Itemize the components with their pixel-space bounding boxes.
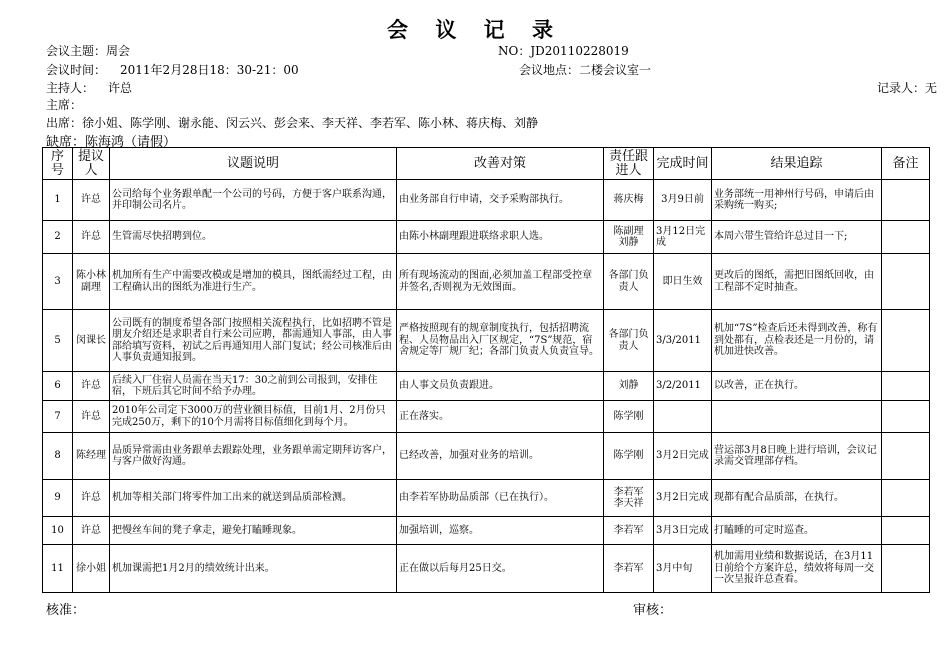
time-label: 会议时间： bbox=[46, 63, 107, 77]
cell-proposer: 闵课长 bbox=[73, 310, 110, 372]
absent-value: 陈海鸿（请假） bbox=[85, 135, 177, 150]
cell-due: 3月2日完成 bbox=[654, 433, 712, 480]
cell-no: 8 bbox=[43, 433, 73, 480]
cell-result: 以改善，正在执行。 bbox=[712, 372, 882, 401]
cell-issue: 生管需尽快招聘到位。 bbox=[110, 221, 397, 254]
host-label: 主持人： bbox=[46, 81, 95, 95]
host-value: 许总 bbox=[108, 81, 133, 95]
cell-no: 9 bbox=[43, 480, 73, 517]
table-row bbox=[43, 433, 930, 480]
host bbox=[46, 79, 132, 96]
chair bbox=[46, 96, 82, 113]
review-label: 审核： bbox=[633, 603, 673, 618]
cell-result: 业务部统一用神州行号码，申请后由采购统一购买; bbox=[712, 180, 882, 221]
cell-result: 机加“7S”检查后还未得到改善，称有到处都有，点检表还是一月份的，请机加进快改善。 bbox=[712, 310, 882, 372]
table-header-row bbox=[43, 148, 930, 180]
header-result: 结果追踪 bbox=[712, 148, 882, 180]
absent-label: 缺席： bbox=[46, 135, 86, 150]
table-row bbox=[43, 372, 930, 401]
document-title: 会 议 记 录 bbox=[387, 17, 563, 42]
table-row bbox=[43, 401, 930, 433]
cell-owner: 李若军 李天祥 bbox=[604, 480, 654, 517]
cell-due: 即日生效 bbox=[654, 254, 712, 310]
header-action: 改善对策 bbox=[397, 148, 604, 180]
chair-label: 主席： bbox=[46, 98, 83, 112]
cell-note bbox=[882, 480, 930, 517]
table-row bbox=[43, 221, 930, 254]
table-row bbox=[43, 310, 930, 372]
meeting-time bbox=[46, 61, 299, 78]
header-no: 序号 bbox=[43, 148, 73, 180]
header-issue: 议题说明 bbox=[110, 148, 397, 180]
place-value: 二楼会议室一 bbox=[579, 63, 652, 77]
topic-label: 会议主题： bbox=[46, 44, 107, 58]
attendees bbox=[46, 114, 538, 131]
header-due: 完成时间 bbox=[654, 148, 712, 180]
cell-owner: 各部门负责人 bbox=[604, 310, 654, 372]
cell-result: 机加需用业绩和数据说话，在3月11日前给个方案许总，绩效将每周一交一次呈报许总查看。 bbox=[712, 545, 882, 593]
table-row bbox=[43, 517, 930, 545]
cell-issue: 机加课需把1月2月的绩效统计出来。 bbox=[110, 545, 397, 593]
cell-issue: 机加等相关部门将零件加工出来的就送到品质部检测。 bbox=[110, 480, 397, 517]
attendees-value: 徐小姐、陈学刚、谢永能、闵云兴、彭会来、李天祥、李若军、陈小林、蒋庆梅、刘静 bbox=[82, 116, 539, 130]
cell-result: 更改后的图纸，需把旧图纸回收，由工程部不定时抽查。 bbox=[712, 254, 882, 310]
cell-note bbox=[882, 401, 930, 433]
cell-note bbox=[882, 433, 930, 480]
cell-proposer: 许总 bbox=[73, 180, 110, 221]
cell-proposer: 许总 bbox=[73, 401, 110, 433]
cell-proposer: 许总 bbox=[73, 480, 110, 517]
recorder bbox=[877, 79, 937, 96]
cell-result bbox=[712, 401, 882, 433]
cell-result: 营运部3月8日晚上进行培训，会议记录需交管理部存档。 bbox=[712, 433, 882, 480]
cell-action: 由人事文员负责跟进。 bbox=[397, 372, 604, 401]
table-row bbox=[43, 254, 930, 310]
recorder-value: 无 bbox=[925, 81, 938, 95]
cell-proposer: 陈小林副理 bbox=[73, 254, 110, 310]
cell-owner: 刘静 bbox=[604, 372, 654, 401]
cell-no: 5 bbox=[43, 310, 73, 372]
cell-issue: 公司既有的制度希望各部门按照相关流程执行，比如招聘不管是朋友介绍还是求职者自行来公司应聘，都需通知人事部，由人事部给填写资料，初试之后再通知用人部门复试；经公司核准后由人事负责通知报到。 bbox=[110, 310, 397, 372]
cell-due bbox=[654, 401, 712, 433]
cell-issue: 2010年公司定下3000万的营业额目标值，目前1月、2月份只完成250万，剩下的10个月需将目标值细化到每个月。 bbox=[110, 401, 397, 433]
cell-owner: 陈副理 刘静 bbox=[604, 221, 654, 254]
cell-owner: 陈学刚 bbox=[604, 433, 654, 480]
cell-due: 3月12日完成 bbox=[654, 221, 712, 254]
cell-note bbox=[882, 180, 930, 221]
cell-owner: 蒋庆梅 bbox=[604, 180, 654, 221]
cell-action: 由李若军协助品质部（已在执行）。 bbox=[397, 480, 604, 517]
meeting-topic bbox=[46, 42, 130, 59]
cell-no: 7 bbox=[43, 401, 73, 433]
approve-label: 核准： bbox=[46, 603, 86, 618]
cell-action: 已经改善，加强对业务的培训。 bbox=[397, 433, 604, 480]
cell-issue: 公司给每个业务跟单配一个公司的号码，方便于客户联系沟通，并印制公司名片。 bbox=[110, 180, 397, 221]
cell-note bbox=[882, 310, 930, 372]
cell-action: 由业务部自行申请，交予采购部执行。 bbox=[397, 180, 604, 221]
cell-result: 打瞌睡的可定时巡查。 bbox=[712, 517, 882, 545]
cell-proposer: 徐小姐 bbox=[73, 545, 110, 593]
cell-proposer: 许总 bbox=[73, 372, 110, 401]
cell-action: 由陈小林副理跟进联络求职人选。 bbox=[397, 221, 604, 254]
cell-result: 现都有配合品质部，在执行。 bbox=[712, 480, 882, 517]
cell-action: 严格按照现有的规章制度执行，包括招聘流程、人员物品出入厂区规定，“7S”规范，宿舍规定等厂规厂纪；各部门负责人负责宣导。 bbox=[397, 310, 604, 372]
cell-no: 6 bbox=[43, 372, 73, 401]
time-value: 2011年2月28日18：30-21：00 bbox=[120, 63, 299, 77]
cell-action: 正在做以后每月25日交。 bbox=[397, 545, 604, 593]
table-row bbox=[43, 545, 930, 593]
cell-due: 3/2/2011 bbox=[654, 372, 712, 401]
cell-no: 2 bbox=[43, 221, 73, 254]
cell-due: 3月3日完成 bbox=[654, 517, 712, 545]
cell-no: 3 bbox=[43, 254, 73, 310]
table-row bbox=[43, 480, 930, 517]
cell-note bbox=[882, 545, 930, 593]
header-owner: 责任跟进人 bbox=[604, 148, 654, 180]
cell-action: 正在落实。 bbox=[397, 401, 604, 433]
cell-no: 10 bbox=[43, 517, 73, 545]
cell-due: 3/3/2011 bbox=[654, 310, 712, 372]
cell-note bbox=[882, 221, 930, 254]
cell-owner: 李若军 bbox=[604, 545, 654, 593]
cell-owner: 陈学刚 bbox=[604, 401, 654, 433]
cell-due: 3月中旬 bbox=[654, 545, 712, 593]
cell-note bbox=[882, 254, 930, 310]
cell-due: 3月9日前 bbox=[654, 180, 712, 221]
cell-no: 1 bbox=[43, 180, 73, 221]
no-label: NO： bbox=[498, 44, 531, 58]
cell-action: 所有现场流动的图面,必须加盖工程部受控章并签名,否则视为无效图面。 bbox=[397, 254, 604, 310]
cell-proposer: 许总 bbox=[73, 221, 110, 254]
cell-result: 本周六带生管给许总过目一下; bbox=[712, 221, 882, 254]
cell-issue: 品质异常需由业务跟单去跟踪处理，业务跟单需定期拜访客户，与客户做好沟通。 bbox=[110, 433, 397, 480]
topic-value: 周会 bbox=[106, 44, 131, 58]
meeting-place bbox=[519, 61, 651, 78]
cell-note bbox=[882, 517, 930, 545]
record-number bbox=[498, 42, 629, 59]
cell-proposer: 许总 bbox=[73, 517, 110, 545]
cell-action: 加强培训，巡察。 bbox=[397, 517, 604, 545]
cell-note bbox=[882, 372, 930, 401]
recorder-label: 记录人： bbox=[877, 81, 926, 95]
cell-proposer: 陈经理 bbox=[73, 433, 110, 480]
cell-issue: 后续入厂住宿人员需在当天17：30之前到公司报到，安排住宿，下班后其它时间不给予办理。 bbox=[110, 372, 397, 401]
place-label: 会议地点： bbox=[519, 63, 580, 77]
cell-issue: 机加所有生产中需要改模或是增加的模具，图纸需经过工程，由工程确认出的图纸为准进行生产。 bbox=[110, 254, 397, 310]
cell-owner: 李若军 bbox=[604, 517, 654, 545]
cell-owner: 各部门负责人 bbox=[604, 254, 654, 310]
attendees-label: 出席： bbox=[46, 116, 83, 130]
cell-no: 11 bbox=[43, 545, 73, 593]
cell-due: 3月2日完成 bbox=[654, 480, 712, 517]
cell-issue: 把慢丝车间的凳子拿走，避免打瞌睡现象。 bbox=[110, 517, 397, 545]
minutes-table bbox=[42, 147, 930, 593]
table-row bbox=[43, 180, 930, 221]
header-note: 备注 bbox=[882, 148, 930, 180]
header-proposer: 提议人 bbox=[73, 148, 110, 180]
no-value: JD20110228019 bbox=[530, 44, 629, 58]
